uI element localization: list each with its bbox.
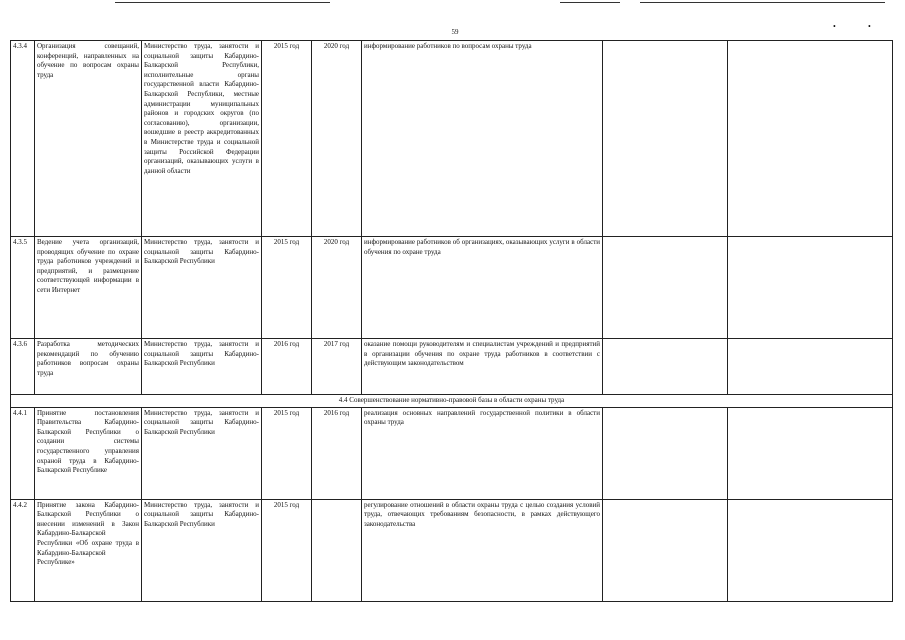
empty-cell [603, 499, 728, 601]
empty-cell [603, 407, 728, 499]
empty-cell [728, 339, 893, 395]
end-year-cell: 2017 год [312, 339, 362, 395]
program-table [10, 40, 893, 602]
header-rule-far-right [640, 2, 885, 3]
measure-cell: Принятие закона Кабардино-Балкарской Республики о внесении изменений в Закон Кабардино-Балкарской Республики «Об охране труда в Кабардино-Балкарской Республике» [35, 499, 142, 601]
result-cell: регулирование отношений в области охраны труда с целью создания условий труда, отвечающих требованиям безопасности, в рамках действующего законодательства [362, 499, 603, 601]
executor-cell: Министерство труда, занятости и социальной защиты Кабардино-Балкарской Республики [142, 237, 262, 339]
section-row [11, 395, 893, 408]
table-row [11, 499, 893, 601]
executor-cell: Министерство труда, занятости и социальной защиты Кабардино-Балкарской Республики, исполнительные органы государственной власти Кабардино-Балкарской Республики, местные администрации муниципальных районов и городских округов (по согласованию), организации, вошедшие в реестр аккредитованных в Министерстве труда и социальной защиты Российской Федерации организаций, оказывающих услуги в данной области [142, 41, 262, 237]
result-cell: реализация основных направлений государственной политики в области охраны труда [362, 407, 603, 499]
executor-cell: Министерство труда, занятости и социальной защиты Кабардино-Балкарской Республики [142, 407, 262, 499]
table-row [11, 339, 893, 395]
empty-cell [728, 41, 893, 237]
end-year-cell: 2020 год [312, 41, 362, 237]
empty-cell [728, 237, 893, 339]
scan-mark: • [868, 22, 871, 31]
row-number: 4.3.6 [11, 339, 35, 395]
empty-cell [603, 237, 728, 339]
header-rule-right [560, 2, 620, 3]
start-year-cell: 2015 год [262, 41, 312, 237]
scan-mark: • [833, 22, 836, 31]
header-rule-left [115, 2, 330, 3]
row-number: 4.3.4 [11, 41, 35, 237]
start-year-cell: 2016 год [262, 339, 312, 395]
empty-cell [728, 407, 893, 499]
table-row [11, 237, 893, 339]
end-year-cell [312, 499, 362, 601]
executor-cell: Министерство труда, занятости и социальной защиты Кабардино-Балкарской Республики [142, 499, 262, 601]
start-year-cell: 2015 год [262, 237, 312, 339]
empty-cell [603, 41, 728, 237]
table-row [11, 407, 893, 499]
result-cell: информирование работников по вопросам охраны труда [362, 41, 603, 237]
measure-cell: Принятие постановления Правительства Кабардино-Балкарской Республики о создании системы государственного управления охраной труда в Кабардино-Балкарской Республике [35, 407, 142, 499]
start-year-cell: 2015 год [262, 407, 312, 499]
row-number: 4.3.5 [11, 237, 35, 339]
end-year-cell: 2020 год [312, 237, 362, 339]
measure-cell: Ведение учета организаций, проводящих обучение по охране труда работников учреждений и предприятий, и размещение соответствующей информации в сети Интернет [35, 237, 142, 339]
table-row [11, 41, 893, 237]
result-cell: информирование работников об организациях, оказывающих услуги в области обучения по охране труда [362, 237, 603, 339]
measure-cell: Организация совещаний, конференций, направленных на обучение по вопросам охраны труда [35, 41, 142, 237]
empty-cell [603, 339, 728, 395]
result-cell: оказание помощи руководителям и специалистам учреждений и предприятий в организации обучения по охране труда работников в соответствии с действующим законодательством [362, 339, 603, 395]
row-number: 4.4.1 [11, 407, 35, 499]
end-year-cell: 2016 год [312, 407, 362, 499]
page-number: 59 [451, 28, 459, 36]
section-title: 4.4 Совершенствование нормативно-правовой базы в области охраны труда [11, 395, 893, 408]
executor-cell: Министерство труда, занятости и социальной защиты Кабардино-Балкарской Республики [142, 339, 262, 395]
row-number: 4.4.2 [11, 499, 35, 601]
empty-cell [728, 499, 893, 601]
measure-cell: Разработка методических рекомендаций по обучению работников вопросам охраны труда [35, 339, 142, 395]
start-year-cell: 2015 год [262, 499, 312, 601]
